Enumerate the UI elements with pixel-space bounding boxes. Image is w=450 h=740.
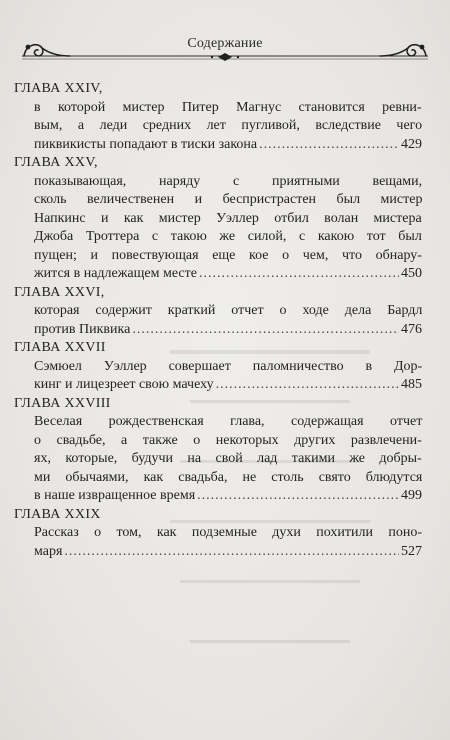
toc-entry bbox=[14, 80, 422, 154]
page-number: 429 bbox=[401, 136, 422, 152]
description-line bbox=[34, 210, 422, 229]
chapter-title: ГЛАВА XXVIII bbox=[14, 395, 111, 411]
chapter-description bbox=[14, 173, 422, 284]
dot-leader bbox=[64, 543, 399, 562]
chapter-description bbox=[14, 413, 422, 506]
description-line bbox=[34, 432, 422, 451]
description-text: Джоба Троттера с такою же силой, с какою тот был bbox=[34, 229, 422, 244]
toc-entry bbox=[14, 154, 422, 284]
description-text: пущен; и повествующая еще кое о чем, что обнару- bbox=[34, 247, 422, 263]
toc-entry bbox=[14, 284, 422, 340]
chapter-description bbox=[14, 302, 422, 339]
dot-leader bbox=[199, 265, 399, 284]
chapter-description bbox=[14, 99, 422, 155]
chapter-title: ГЛАВА XXV, bbox=[14, 155, 98, 170]
chapter-title: ГЛАВА XXVI, bbox=[14, 284, 105, 300]
page-title: Содержание bbox=[187, 36, 263, 51]
description-last-line bbox=[34, 543, 422, 562]
description-line bbox=[34, 228, 422, 247]
description-line bbox=[34, 450, 422, 469]
chapter-title: ГЛАВА XXVII bbox=[14, 340, 106, 355]
description-text: в наше извращенное время bbox=[34, 488, 196, 503]
description-text: кинг и лицезреет свою мачеху bbox=[34, 377, 214, 392]
description-text: ях, которые, будучи на свой лад такими же добры- bbox=[34, 451, 422, 466]
description-text: в которой мистер Питер Магнус становится ревни- bbox=[34, 99, 422, 115]
description-last-line bbox=[34, 487, 422, 506]
description-text: Веселая рождественская глава, содержащая отчет bbox=[34, 414, 423, 429]
description-line bbox=[34, 247, 422, 266]
page-number: 527 bbox=[401, 543, 422, 559]
description-text: пиквикисты попадают в тиски закона bbox=[34, 136, 258, 152]
page-number: 476 bbox=[401, 321, 422, 337]
table-of-contents bbox=[14, 80, 422, 561]
center-ornament-icon bbox=[211, 53, 239, 61]
description-last-line bbox=[34, 321, 422, 340]
chapter-title: ГЛАВА XXIV, bbox=[14, 81, 103, 96]
description-line bbox=[34, 358, 422, 377]
dot-leader bbox=[197, 487, 399, 506]
description-text: о свадьбе, а также о некоторых других развлечени- bbox=[34, 432, 422, 448]
description-line bbox=[34, 99, 422, 118]
page-number: 499 bbox=[401, 488, 422, 503]
page-number: 450 bbox=[401, 266, 422, 281]
dot-leader bbox=[216, 376, 399, 395]
toc-entry bbox=[14, 506, 422, 562]
description-last-line bbox=[34, 136, 422, 155]
description-line bbox=[34, 302, 422, 321]
chapter-description bbox=[14, 524, 422, 561]
description-last-line bbox=[34, 265, 422, 284]
dot-leader bbox=[132, 321, 399, 340]
description-line bbox=[34, 117, 422, 136]
description-last-line bbox=[34, 376, 422, 395]
description-text: Рассказ о том, как подземные духи похитили поно- bbox=[34, 525, 422, 540]
description-line bbox=[34, 524, 422, 543]
description-text: против Пиквика bbox=[34, 321, 131, 337]
chapter-title: ГЛАВА XXIX bbox=[14, 506, 101, 522]
description-line bbox=[34, 413, 422, 432]
chapter-description bbox=[14, 358, 422, 395]
description-text: Напкинс и как мистер Уэллер отбил волан мистера bbox=[34, 210, 422, 226]
description-line bbox=[34, 469, 422, 488]
description-text: сколь величественен и беспристрастен был мистер bbox=[34, 192, 423, 207]
page-number: 485 bbox=[401, 377, 422, 392]
page-header bbox=[14, 34, 436, 68]
description-line bbox=[34, 173, 422, 192]
description-text: показывающая, наряду с приятными вещами, bbox=[34, 173, 423, 189]
description-text: маря bbox=[34, 543, 63, 559]
description-text: вым, а леди средних лет пугливой, вследствие чего bbox=[34, 118, 423, 133]
description-text: жится в надлежащем месте bbox=[34, 266, 197, 281]
description-line bbox=[34, 191, 422, 210]
toc-entry bbox=[14, 395, 422, 506]
description-text: ми обычаями, как свадьба, не столь свято блюдутся bbox=[34, 469, 423, 485]
dot-leader bbox=[259, 136, 399, 155]
description-text: которая содержит краткий отчет о ходе дела Бардл bbox=[34, 303, 423, 318]
toc-entry bbox=[14, 339, 422, 395]
description-text: Сэмюел Уэллер совершает паломничество в Дор- bbox=[34, 358, 423, 374]
